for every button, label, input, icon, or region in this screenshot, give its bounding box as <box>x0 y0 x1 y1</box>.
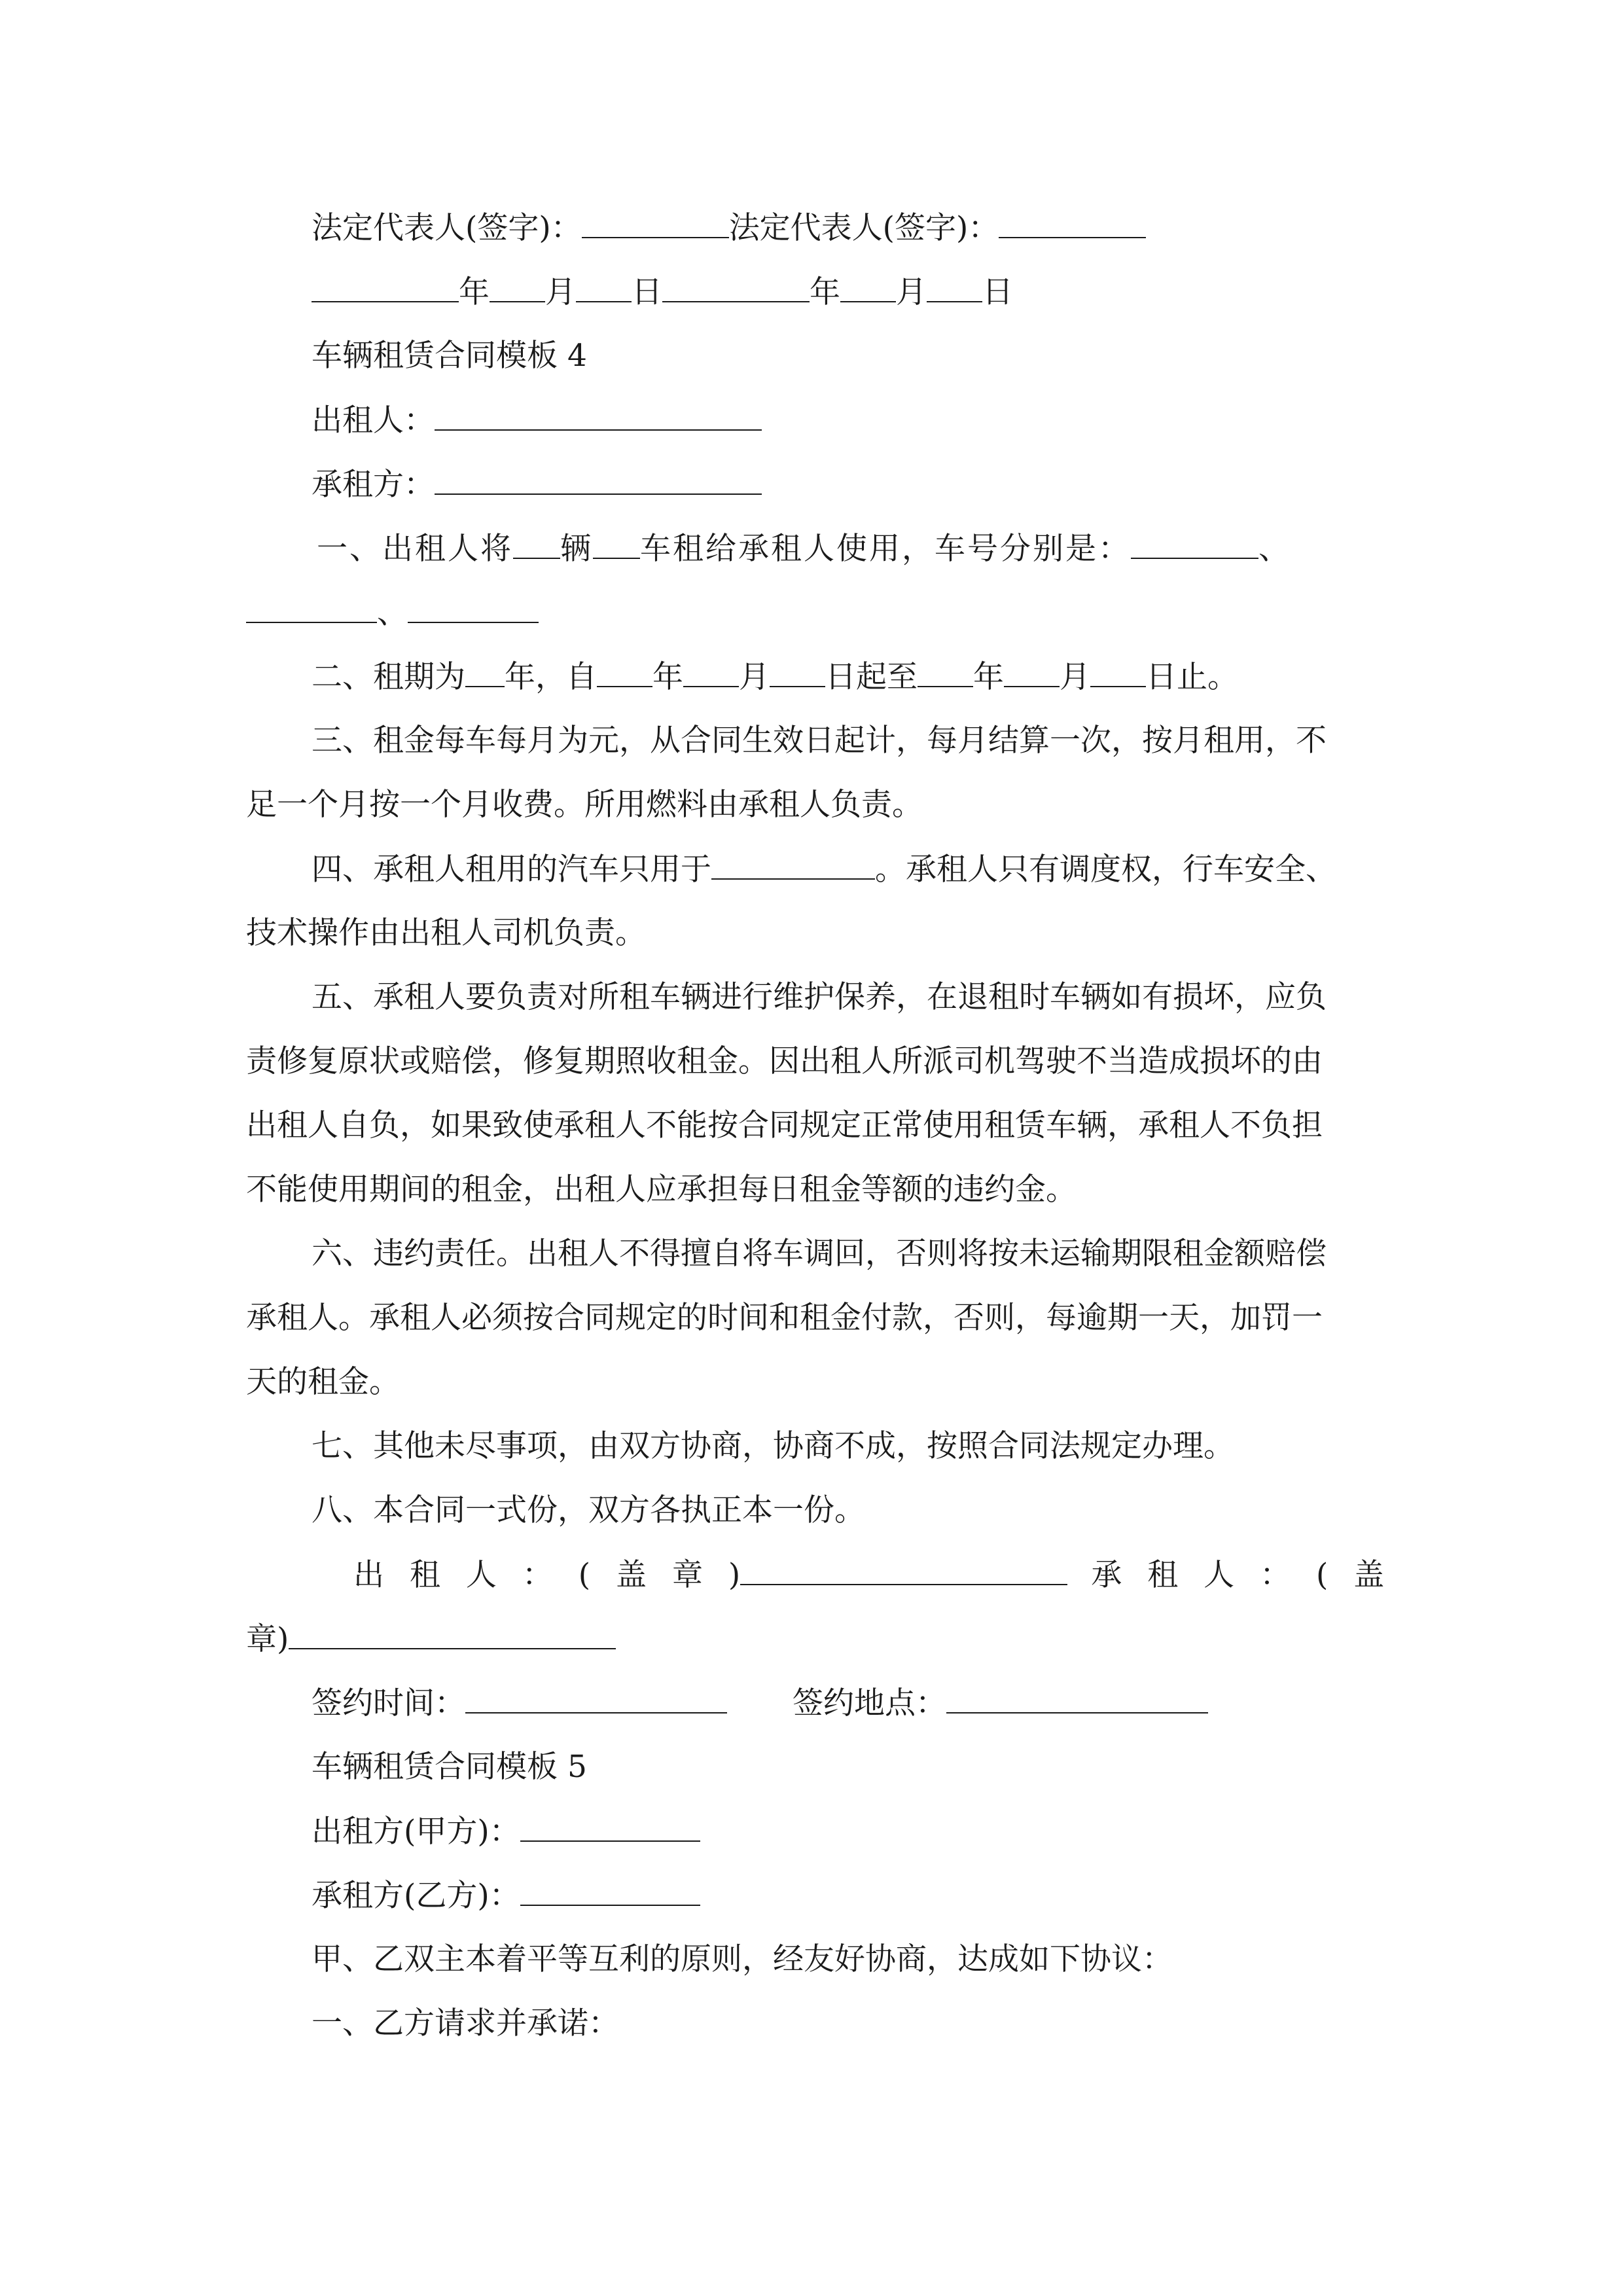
legal-rep-signature-line <box>312 208 1385 248</box>
lessee-blank <box>435 465 762 495</box>
clause-8: 八、本合同一式份，双方各执正本一份。 <box>312 1492 865 1528</box>
signature-date-line <box>312 272 1385 312</box>
signature-blank <box>999 208 1146 238</box>
clause-1-line-2: 、 <box>246 593 1385 633</box>
clause-6-line-3: 天的租金。 <box>246 1364 400 1400</box>
year-label: 年 <box>459 274 490 310</box>
legal-rep-label-2: 法定代表人(签字)： <box>728 210 999 246</box>
clause-1-line-1: 一、出租人将 辆 车租给承租人使用，车号分别是： 、 <box>317 529 1390 569</box>
lessor-label: 出租人： <box>312 403 435 439</box>
clause-4-line-1: 四、承租人租用的汽车只用于 。承租人只有调度权，行车安全、 <box>312 850 1385 889</box>
month-label: 月 <box>545 274 576 310</box>
section-1-heading: 一、乙方请求并承诺： <box>312 2005 619 2041</box>
seal-lessor-label: 出 租 人 ： ( 盖 章 ) <box>353 1557 741 1593</box>
clause-5-line-3: 出租人自负，如果致使承租人不能按合同规定正常使用租赁车辆，承租人不负担 <box>246 1107 1323 1143</box>
clause-5-line-2: 责修复原状或赔偿，修复期照收租金。因出租人所派司机驾驶不当造成损坏的由 <box>246 1043 1323 1079</box>
lessee-label: 承租方： <box>312 467 435 503</box>
legal-rep-label-1: 法定代表人(签字)： <box>312 210 582 246</box>
clause-5-line-1: 五、承租人要负责对所租车辆进行维护保养，在退租时车辆如有损坏，应负 <box>312 979 1327 1015</box>
day-label: 日 <box>632 274 662 310</box>
clause-6-line-2: 承租人。承租人必须按合同规定的时间和租金付款，否则，每逾期一天，加罚一 <box>246 1300 1323 1336</box>
sign-time-label: 签约时间： <box>312 1685 465 1721</box>
sign-time-place-line <box>312 1683 1385 1723</box>
lessee-line <box>312 465 1385 505</box>
party-b-line: 承租方(乙方)： <box>312 1876 1385 1916</box>
clause-2: 二、租期为 年，自 年 月 日起至 年 月 日止。 <box>312 657 1385 697</box>
party-a-line: 出租方(甲方)： <box>312 1812 1385 1852</box>
clause-3-line-1: 三、租金每车每月为元，从合同生效日起计，每月结算一次，按月租用，不 <box>312 723 1327 759</box>
seal-signature-line-2: 章) <box>246 1619 1385 1659</box>
lessor-line <box>312 401 1385 440</box>
seal-lessee-label: 承 租 人 ： ( 盖 <box>1091 1557 1385 1593</box>
preamble: 甲、乙双主本着平等互利的原则，经友好协商，达成如下协议： <box>312 1941 1173 1977</box>
template5-title: 车辆租赁合同模板 5 <box>312 1749 587 1785</box>
template4-title: 车辆租赁合同模板 4 <box>312 338 587 374</box>
clause-4-line-2: 技术操作由出租人司机负责。 <box>246 915 646 951</box>
year-label: 年 <box>810 274 840 310</box>
sign-place-label: 签约地点： <box>793 1685 946 1721</box>
seal-signature-line <box>353 1555 1385 1595</box>
clause-5-line-4: 不能使用期间的租金，出租人应承担每日租金等额的违约金。 <box>246 1172 1077 1208</box>
signature-blank <box>582 208 729 238</box>
month-label: 月 <box>896 274 927 310</box>
clause-6-line-1: 六、违约责任。出租人不得擅自将车调回，否则将按未运输期限租金额赔偿 <box>312 1236 1327 1272</box>
lessor-blank <box>435 401 762 431</box>
day-label: 日 <box>982 274 1013 310</box>
clause-7: 七、其他未尽事项，由双方协商，协商不成，按照合同法规定办理。 <box>312 1428 1234 1464</box>
clause-3-line-2: 足一个月按一个月收费。所用燃料由承租人负责。 <box>246 787 923 823</box>
